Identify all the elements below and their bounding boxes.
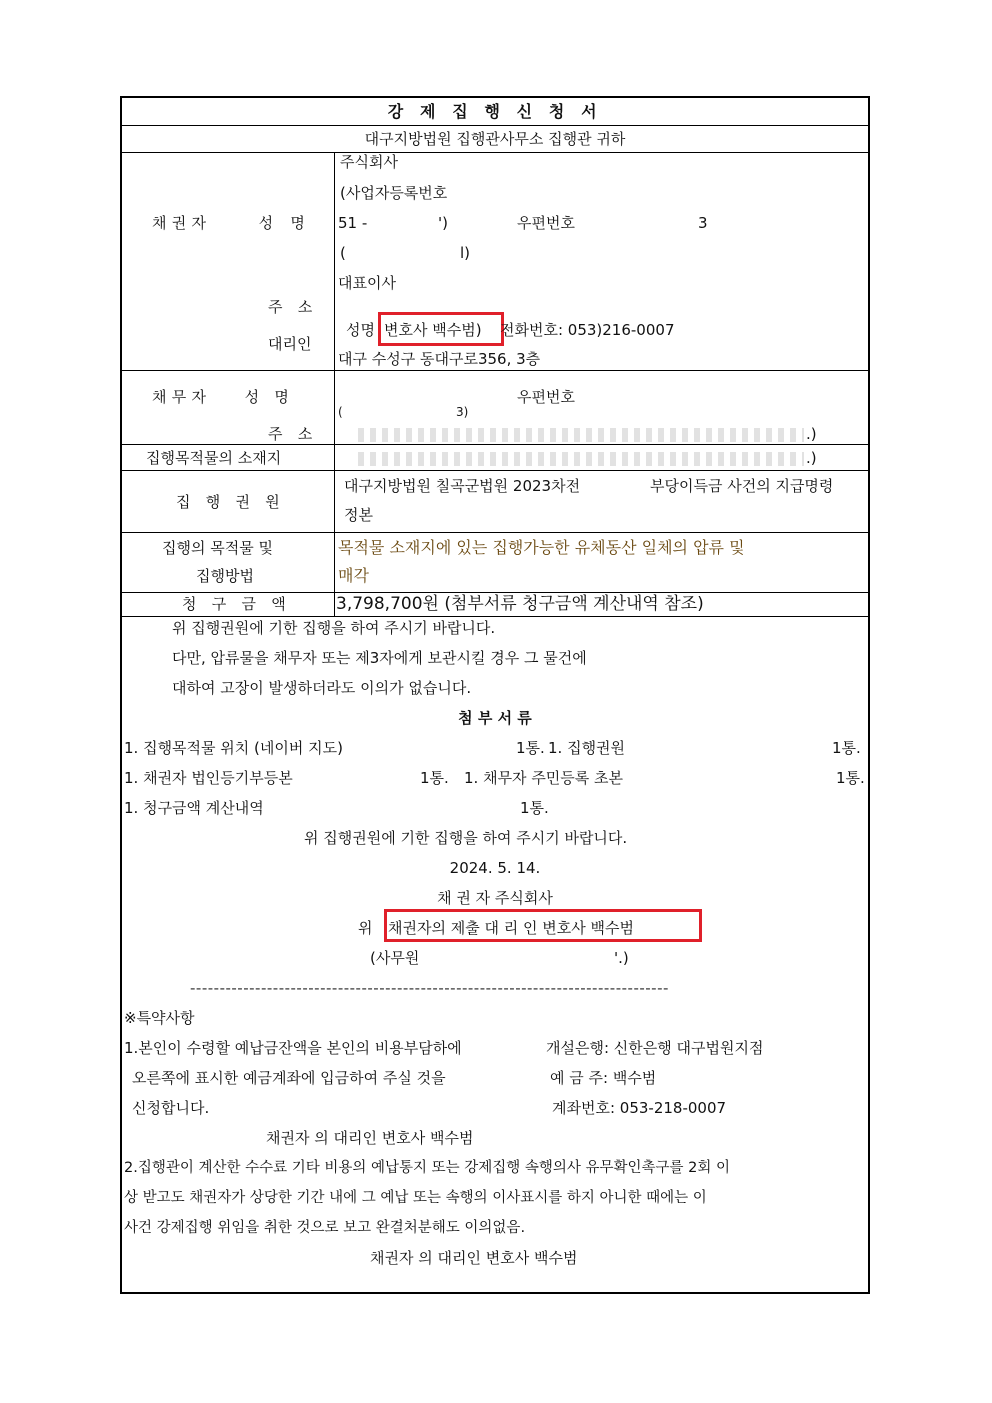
rule xyxy=(122,616,868,617)
execution-title-line2: 정본 xyxy=(344,506,373,524)
special-p2-sign: 채권자 의 대리인 변호사 백수범 xyxy=(370,1249,578,1267)
closing-date: 2024. 5. 14. xyxy=(449,859,541,877)
creditor-representative: 대표이사 xyxy=(338,274,396,292)
closing-agent: 채권자의 제출 대 리 인 변호사 백수범 xyxy=(388,919,634,937)
closing-office-close: '.) xyxy=(614,949,629,967)
closing-agent-prefix: 위 xyxy=(358,919,373,937)
column-divider xyxy=(334,152,335,616)
object-method-label2: 집행방법 xyxy=(196,567,254,585)
request-line2: 다만, 압류물을 채무자 또는 제3자에게 보관시킬 경우 그 물건에 xyxy=(172,649,587,667)
location-close: .) xyxy=(806,449,817,467)
location-label: 집행목적물의 소재지 xyxy=(146,449,282,467)
creditor-regno: 51 - xyxy=(338,214,368,232)
special-p1-line1: 1.본인이 수령할 예납금잔액을 본인의 비용부담하에 xyxy=(124,1039,462,1057)
rule xyxy=(122,592,868,593)
execution-application-form xyxy=(120,96,870,1294)
debtor-name-label: 채무자 성 명 xyxy=(152,388,295,406)
rule xyxy=(122,532,868,533)
rule xyxy=(122,370,868,371)
attachment-item: 1. 집행목적물 위치 (네이버 지도) xyxy=(124,739,343,757)
debtor-postal-label: 우편번호 xyxy=(517,388,575,406)
creditor-agent-label: 대리인 xyxy=(268,335,312,353)
rule xyxy=(122,444,868,445)
debtor-addr-close2: .) xyxy=(806,425,817,443)
highlight-box xyxy=(384,909,702,942)
creditor-addr-close: l) xyxy=(460,244,471,262)
special-p2-line2: 상 받고도 채권자가 상당한 기간 내에 그 예납 또는 속행의 이사표시를 하지 아니한 때에는 이 xyxy=(124,1190,707,1206)
rule xyxy=(122,125,868,126)
special-p1-line3: 신청합니다. xyxy=(132,1099,210,1117)
creditor-name-label: 채권자 성 명 xyxy=(152,214,311,232)
closing-line1: 위 집행권원에 기한 집행을 하여 주시기 바랍니다. xyxy=(304,829,628,847)
execution-title-line1: 대구지방법원 칠곡군법원 2023차전 xyxy=(344,477,581,495)
agent-phone: 전화번호: 053)216-0007 xyxy=(500,321,675,339)
rule xyxy=(122,470,868,471)
closing-office-open: (사무원 xyxy=(370,949,420,967)
holder-label: 예 금 주: 백수범 xyxy=(550,1069,657,1087)
debtor-addr-close: 3) xyxy=(456,405,469,419)
object-method-line2: 매각 xyxy=(338,566,369,585)
debtor-address-label: 주 소 xyxy=(268,425,318,443)
creditor-address-label: 주 소 xyxy=(268,298,318,316)
attachment-count: 1통. xyxy=(520,799,549,817)
agent-name: 변호사 백수범) xyxy=(384,321,482,339)
bank-label: 개설은행: 신한은행 대구법원지점 xyxy=(546,1039,764,1057)
attachment-count: 1통. xyxy=(832,739,861,757)
redacted-text xyxy=(358,452,804,466)
claim-label: 청 구 금 액 xyxy=(182,595,292,613)
execution-title-line1b: 부당이득금 사건의 지급명령 xyxy=(650,477,834,495)
execution-title-label: 집 행 권 원 xyxy=(176,493,286,511)
special-heading: ※특약사항 xyxy=(124,1009,195,1027)
attachment-count: 1통. xyxy=(516,739,545,757)
attachments-heading: 첨 부 서 류 xyxy=(458,709,532,727)
creditor-regno-label: (사업자등록번호 xyxy=(340,184,448,202)
request-line3: 대하여 고장이 발생하더라도 이의가 없습니다. xyxy=(172,679,472,697)
creditor-postal-label: 우편번호 xyxy=(517,214,575,232)
closing-creditor: 채 권 자 주식회사 xyxy=(437,889,553,907)
highlight-box xyxy=(378,312,504,346)
object-method-line1: 목적물 소재지에 있는 집행가능한 유체동산 일체의 압류 및 xyxy=(338,538,745,557)
creditor-postal: 3 xyxy=(698,214,708,232)
addressee: 대구지방법원 집행관사무소 집행관 귀하 xyxy=(364,130,626,148)
creditor-regno-close: ') xyxy=(438,214,448,232)
attachment-item: 1. 집행권원 xyxy=(548,739,626,757)
attachment-count: 1통. xyxy=(420,769,449,787)
redacted-text xyxy=(358,428,804,442)
special-p2-line3: 사건 강제집행 위임을 취한 것으로 보고 완결처분해도 이의없음. xyxy=(124,1220,526,1236)
object-method-label1: 집행의 목적물 및 xyxy=(162,539,273,557)
special-p1-line2: 오른쪽에 표시한 예금계좌에 입금하여 주실 것을 xyxy=(132,1069,446,1087)
document-title: 강 제 집 행 신 청 서 xyxy=(387,102,603,121)
debtor-addr-open: ( xyxy=(338,405,343,419)
agent-address: 대구 수성구 동대구로356, 3층 xyxy=(338,350,541,368)
account-label: 계좌번호: 053-218-0007 xyxy=(552,1099,727,1117)
attachment-count: 1통. xyxy=(836,769,865,787)
special-p1-sign: 채권자 의 대리인 변호사 백수범 xyxy=(266,1129,474,1147)
request-line1: 위 집행권원에 기한 집행을 하여 주시기 바랍니다. xyxy=(172,619,496,637)
creditor-addr-open: ( xyxy=(340,244,346,262)
attachment-item: 1. 채무자 주민등록 초본 xyxy=(464,769,624,787)
attachment-item: 1. 채권자 법인등기부등본 xyxy=(124,769,293,787)
dashed-separator: --------------------------------------------------------------------------------- xyxy=(190,979,669,997)
special-p2-line1: 2.집행관이 계산한 수수료 기타 비용의 예납통지 또는 강제집행 속행의사 유무확인촉구를 2회 이 xyxy=(124,1160,731,1176)
claim-value: 3,798,700원 (첨부서류 청구금액 계산내역 참조) xyxy=(336,594,704,614)
creditor-company: 주식회사 xyxy=(340,153,398,171)
rule xyxy=(122,152,868,153)
agent-name-label: 성명 xyxy=(346,321,375,339)
attachment-item: 1. 청구금액 계산내역 xyxy=(124,799,264,817)
